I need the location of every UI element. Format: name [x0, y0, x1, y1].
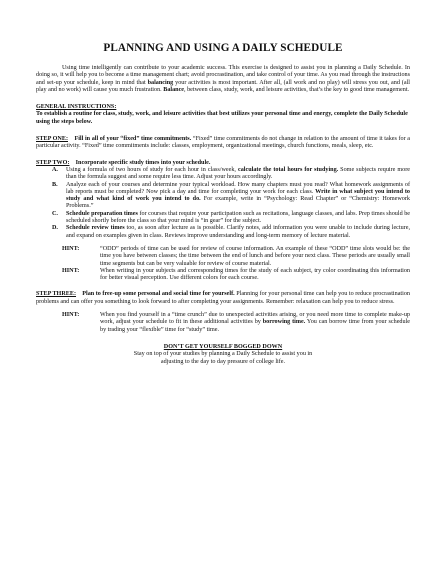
hint-text-part: When you find yourself in a “time crunch” due to unexpected activities arising, or you need more time to complete make-up work, adjust your schedule to fit in these additional activities by [100, 312, 410, 326]
closing-section [36, 344, 410, 366]
hint-item [62, 312, 410, 334]
step-two-hints [36, 246, 410, 282]
list-item-bold-part: Schedule review times [66, 225, 125, 232]
closing-line-2: adjusting to the day to day pressure of college life. [160, 358, 286, 365]
hint-text [100, 312, 410, 334]
list-item-letter: C. [52, 210, 58, 217]
list-item-letter: A. [52, 166, 58, 173]
general-instructions-text: To establish a routine for class, study, work, and leisure activities that best utilizes your personal time and energy, complete the Daily Schedule using the steps below. [36, 111, 408, 125]
hint-label: HINT: [62, 245, 80, 252]
intro-paragraph [36, 65, 410, 94]
hint-item [62, 246, 410, 268]
list-item-text-part: Using a formula of two hours of study for each hour in class/week, [66, 166, 238, 173]
hint-label: HINT: [62, 312, 80, 319]
list-item-text-part: Some subjects require more than the formula suggest and some require less time. Adjust your hours accordingly. [66, 166, 410, 181]
intro-bold-balance: Balance [163, 86, 185, 93]
closing-line-1: Stay on top of your studies by planning a Daily Schedule to assist you in [133, 351, 313, 358]
hint-item [62, 268, 410, 283]
page-title: PLANNING AND USING A DAILY SCHEDULE [103, 42, 343, 54]
list-item [52, 211, 410, 226]
list-item [52, 225, 410, 240]
hint-text: When writing in your subjects and corresponding times for the study of each subject, try color coordinating this information for better visual perception. Use different colors for each course. [100, 267, 410, 282]
list-item [52, 167, 410, 182]
list-item [52, 182, 410, 211]
list-item-text [66, 225, 410, 240]
intro-text-3: , between class, study, work, and leisure activities, that’s the key to good time management. [184, 86, 410, 93]
hint-text-part: You can borrow time from your schedule by trading your “flexible” time for “study” time. [100, 319, 410, 333]
list-item-letter: D. [52, 225, 58, 232]
list-item-text [66, 211, 410, 226]
step-one [36, 136, 410, 151]
step-two [36, 160, 410, 167]
step-one-label: STEP ONE: [36, 136, 68, 143]
list-item-text-part: too, as soon after lecture as is possible. Clarify notes, add information you were unable to include during lecture, and expand on examples given in class. Reviews improve understanding and long-term memory of lecture material. [66, 225, 410, 239]
hint-text: “ODD” periods of time can be used for review of course information. An example of these “ODD” time slots would be: the time you have between classes; the time between the end of lunch and before your next class. These periods are usually small time segments but can be very valuable for review of course material. [100, 245, 410, 267]
step-one-title: Fill in all of your “fixed” time commitments. [74, 136, 192, 143]
closing-heading: DON’T GET YOURSELF BOGGED DOWN [163, 343, 283, 350]
step-two-label: STEP TWO: [36, 159, 70, 166]
step-two-list [36, 167, 410, 240]
step-three-label: STEP THREE: [36, 291, 77, 298]
step-two-title: Incorporate specific study times into your schedule. [75, 159, 211, 166]
list-item-text-part: for courses that require your participation such as recitations, language classes, and labs. Prep times should be scheduled shortly before the class so that your mind is “in gear” for the subject. [66, 210, 410, 225]
list-item-text-part: Analyze each of your courses and determine your typical workload. How many chapters must you read? What homework assignments of lab reports must be completed? Now pick a day and time for completing your work for each class. [66, 181, 410, 195]
list-item-text-part: For example, write in “Psychology: Read Chapter” or “Chemistry: Homework Problems.” [66, 196, 410, 210]
list-item-bold-part: Write in what subject you intend to study and what kind of work you intend to do. [66, 188, 411, 203]
intro-text-2: your activities is most important. After all, (all work and no play) will stress you out, and (all play and no work) will cause you much frustration. [36, 79, 410, 93]
intro-bold-balancing: balancing [147, 79, 174, 86]
step-one-text: “Fixed” time commitments do not change in relation to the amount of time it takes for a particular activity. “Fixed” time commitments include: classes, employment, organizational meetings, church functions, meals, sleep, etc. [36, 136, 411, 150]
step-three [36, 291, 410, 306]
list-item-letter: B. [52, 181, 58, 188]
list-item-bold-part: Schedule preparation times [66, 210, 138, 217]
hint-label: HINT: [62, 267, 80, 274]
list-item-text [66, 167, 410, 182]
list-item-text [66, 182, 410, 211]
intro-text-1: Using time intelligently can contribute to your academic success. This exercise is designed to assist you in planning a Daily Schedule. In doing so, it will help you to become a time management chart; avoid procrastination, and take control of your time. As you read through the instructions and set-up your schedule, keep in mind that [36, 65, 410, 86]
step-three-text: Planning for your personal time can help you to reduce procrastination problems and can offer you something to look forward to after completing your assignments. Remember: relaxation can help you to reduce stress. [36, 291, 410, 305]
step-three-title: Plan to free-up some personal and social time for yourself. [82, 291, 235, 298]
list-item-bold-part: calculate the total hours for studying. [237, 166, 339, 173]
hint-bold-part: borrowing time. [262, 319, 306, 326]
general-instructions-heading: GENERAL INSTRUCTIONS: [36, 104, 117, 111]
